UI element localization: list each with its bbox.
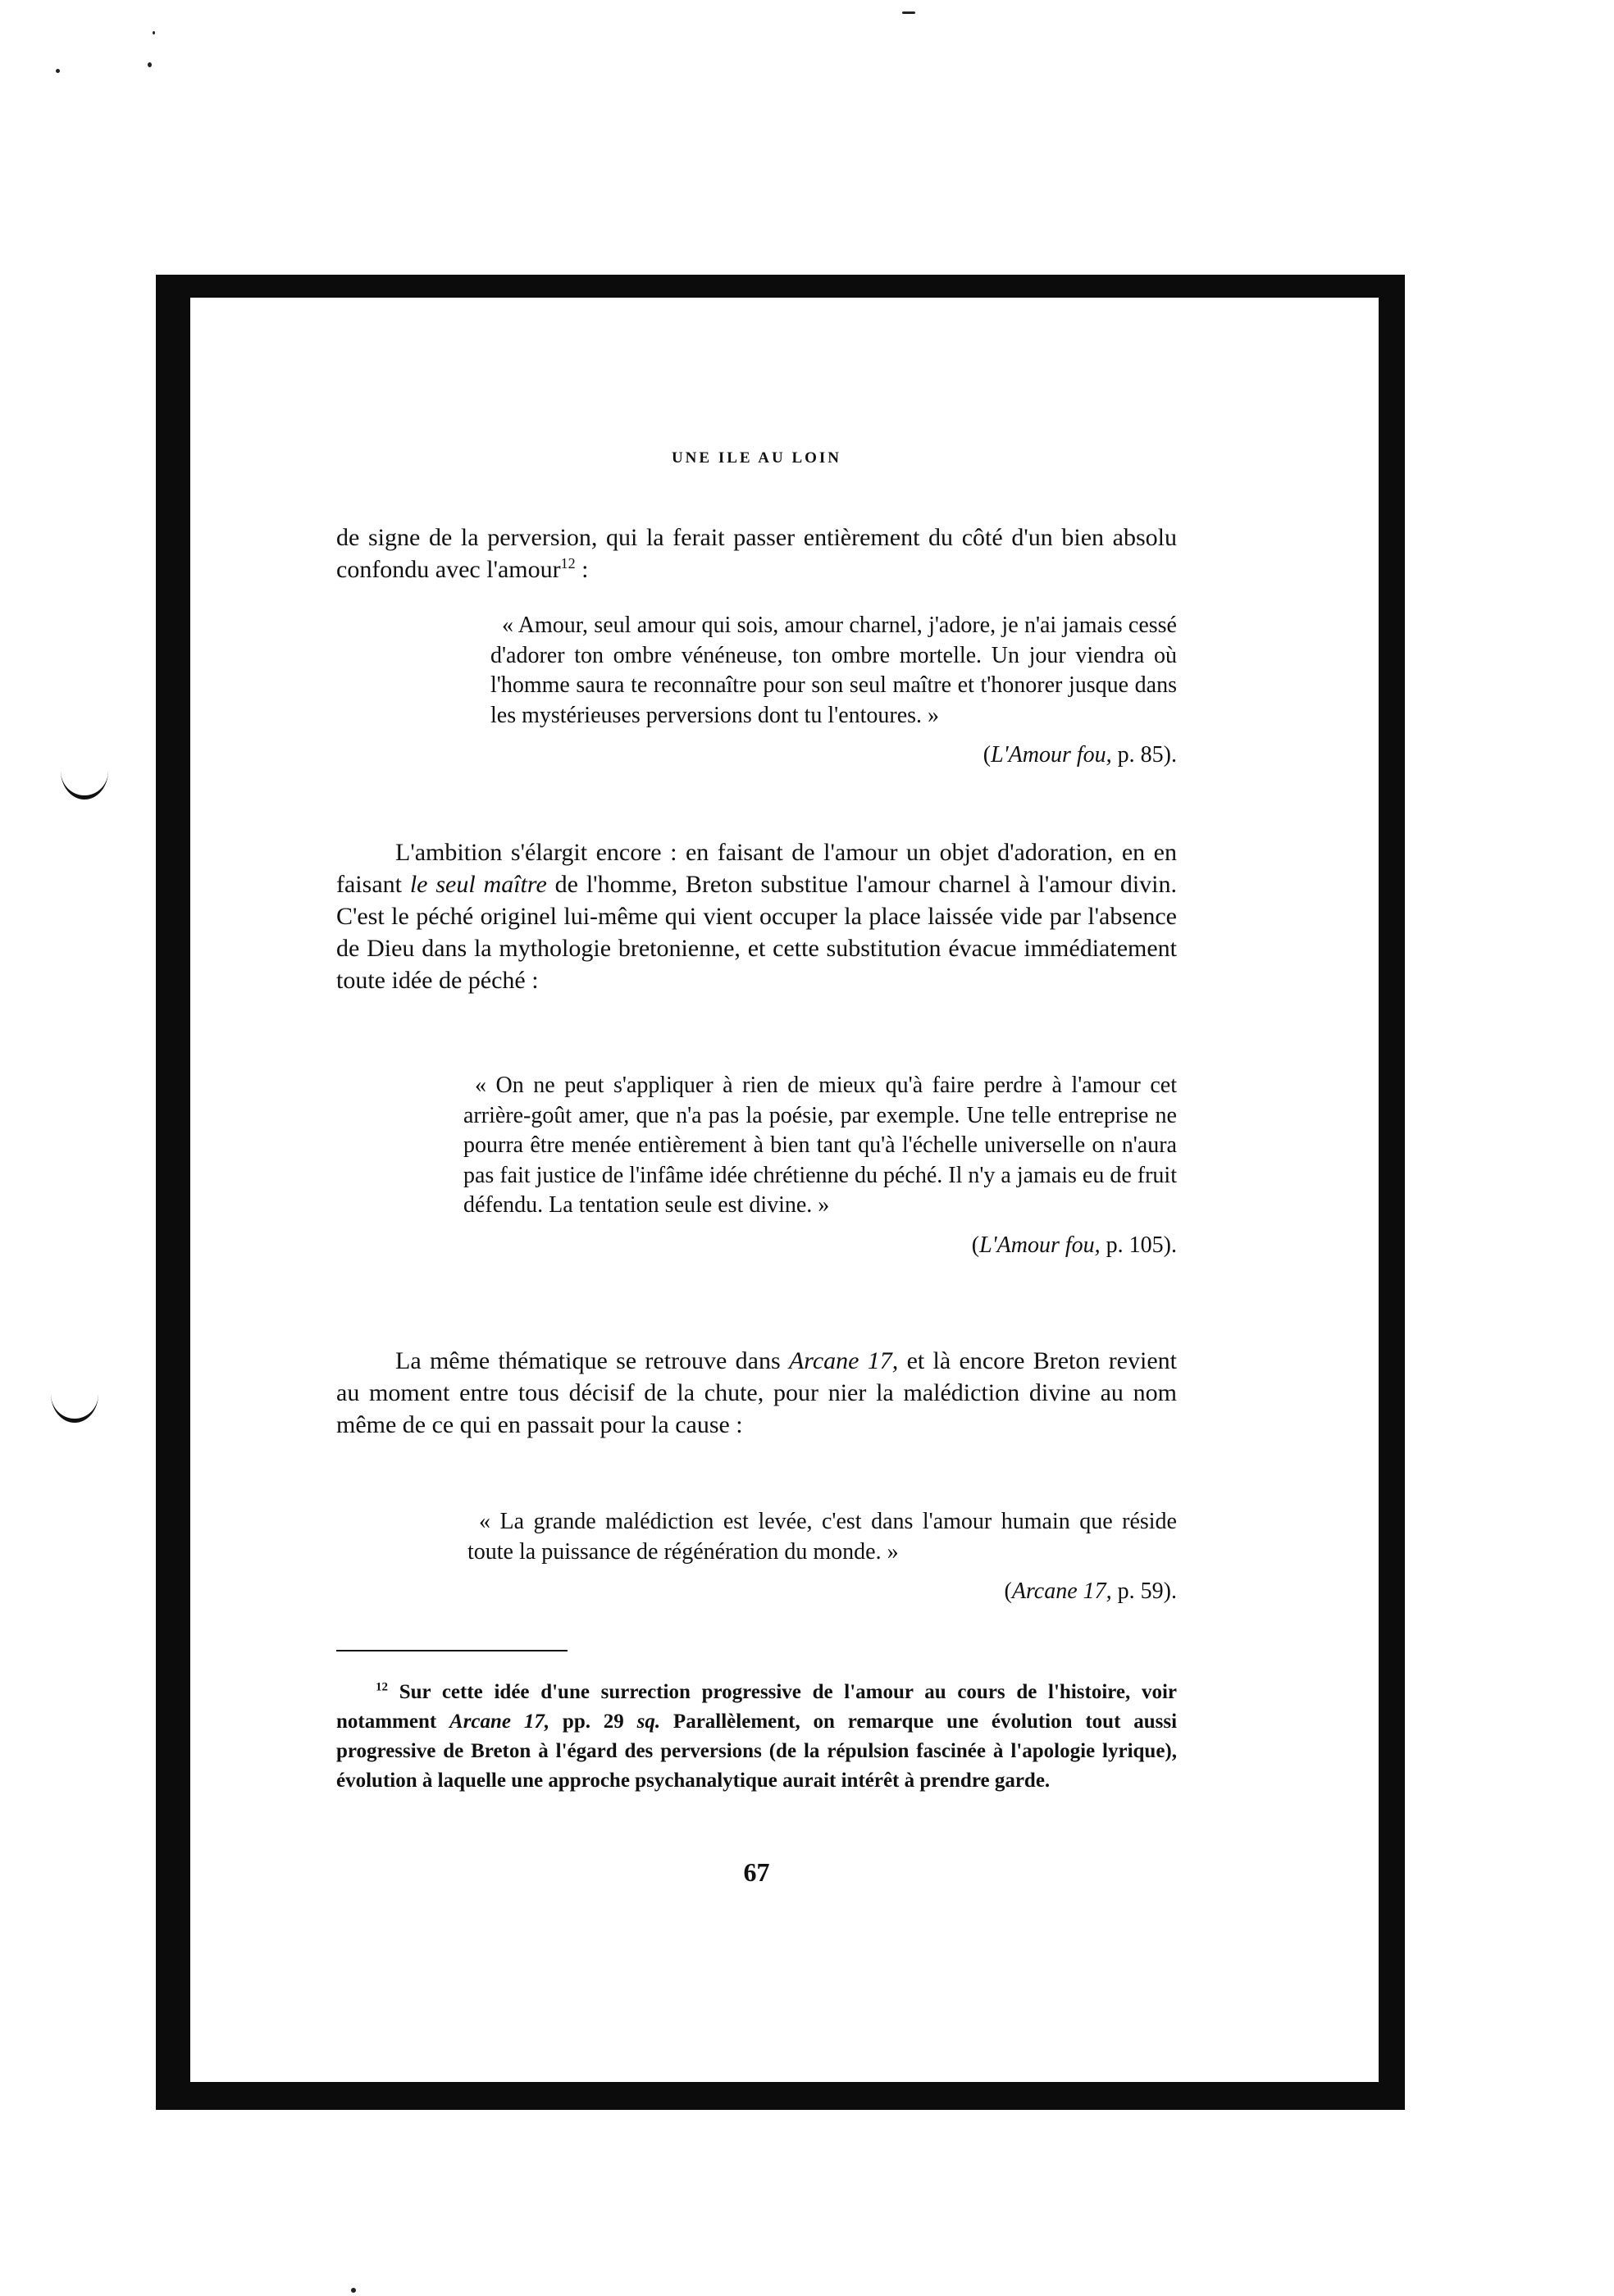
scan-speck (153, 31, 155, 34)
footnote-number: 12 (376, 1680, 388, 1694)
quote-3-citation (467, 1577, 1177, 1607)
citation-page: p. 85). (1111, 742, 1177, 768)
margin-bracket-mark (61, 771, 108, 800)
paragraph-1-tail: : (575, 556, 589, 583)
block-quote-3 (467, 1507, 1177, 1607)
paragraph-2-part2: de l'homme, Breton substitue l'amour charnel à l'amour divin. C'est le péché originel lui-même qui vient occuper la place laissée vide par l'absence de Dieu dans la mythologie bretonienne, et cette substitution évacue immédiatement toute idée de péché : (336, 871, 1178, 994)
citation-title: Arcane 17, (1011, 1578, 1112, 1605)
quote-2-text: « On ne peut s'appliquer à rien de mieux qu'à faire perdre à l'amour cet arrière-goût amer, que n'a pas la poésie, par exemple. Une telle entreprise ne pourra être menée entièrement à bien tant qu'à l'échelle universelle on n'aura pas fait justice de l'infâme idée chrétienne du péché. Il n'y a jamais eu de fruit défendu. La tentation seule est divine. » (463, 1073, 1177, 1219)
paragraph-1 (336, 522, 1177, 585)
margin-bracket-mark (51, 1394, 98, 1423)
citation-page: p. 105). (1100, 1232, 1177, 1258)
footnote-part3: Parallèlement, on remarque une évolution tout aussi progressive de Breton à l'égard des perversions (de la répulsion fascinée à l'apologie lyrique), évolution à laquelle une approche psychanalytique aurait intérêt à prendre garde. (336, 1711, 1178, 1792)
paragraph-2 (336, 836, 1177, 996)
citation-open: ( (1004, 1578, 1012, 1605)
quote-1-text: « Amour, seul amour qui sois, amour charnel, j'adore, je n'ai jamais cessé d'adorer ton ombre vénéneuse, ton ombre mortelle. Un jour viendra où l'homme saura te reconnaître pour son seul maître et t'honorer jusque dans les mystérieuses perversions dont tu l'entoures. » (490, 613, 1177, 728)
citation-title: L'Amour fou, (991, 742, 1112, 768)
block-quote-1 (490, 611, 1177, 771)
paragraph-2-emphasis: le seul maître (409, 871, 547, 898)
paragraph-3-part2: et là encore Breton revient au moment entre tous décisif de la chute, pour nier la malédiction divine au nom même de ce qui en passait pour la cause : (336, 1347, 1177, 1438)
scan-speck (902, 11, 915, 14)
footnote-emphasis-2: sq. (636, 1711, 661, 1733)
footnote-rule (336, 1650, 568, 1651)
paragraph-3 (336, 1345, 1177, 1441)
citation-page: p. 59). (1111, 1578, 1177, 1605)
paragraph-3-emphasis: Arcane 17, (788, 1347, 899, 1374)
citation-open: ( (983, 742, 992, 768)
block-quote-2 (463, 1071, 1177, 1261)
scan-speck (148, 62, 152, 67)
page-number: 67 (743, 1857, 770, 1887)
paragraph-2-part1: L'ambition s'élargit encore : en faisant de l'amour un objet d'adoration, en en faisant (336, 839, 1177, 898)
footnote-part1: Sur cette idée d'une surrection progressive de l'amour au cours de l'histoire, voir notamment (336, 1681, 1177, 1733)
note-reference: 12 (560, 555, 576, 572)
scan-speck (351, 2288, 356, 2293)
scan-speck (56, 69, 60, 73)
footnote-emphasis-1: Arcane 17, (449, 1711, 550, 1733)
paragraph-3-part1: La même thématique se retrouve dans (395, 1347, 789, 1374)
footnote-part2: pp. 29 (549, 1711, 637, 1733)
quote-2-citation (463, 1231, 1177, 1261)
quote-1-citation (490, 740, 1177, 771)
footnote-12 (336, 1678, 1177, 1796)
running-head: UNE ILE AU LOIN (671, 449, 842, 467)
paragraph-1-text: de signe de la perversion, qui la ferait passer entièrement du côté d'un bien absolu confondu avec l'amour (336, 524, 1177, 583)
citation-open: ( (971, 1232, 980, 1258)
citation-title: L'Amour fou, (979, 1232, 1101, 1258)
quote-3-text: « La grande malédiction est levée, c'est dans l'amour humain que réside toute la puissance de régénération du monde. » (467, 1509, 1177, 1565)
